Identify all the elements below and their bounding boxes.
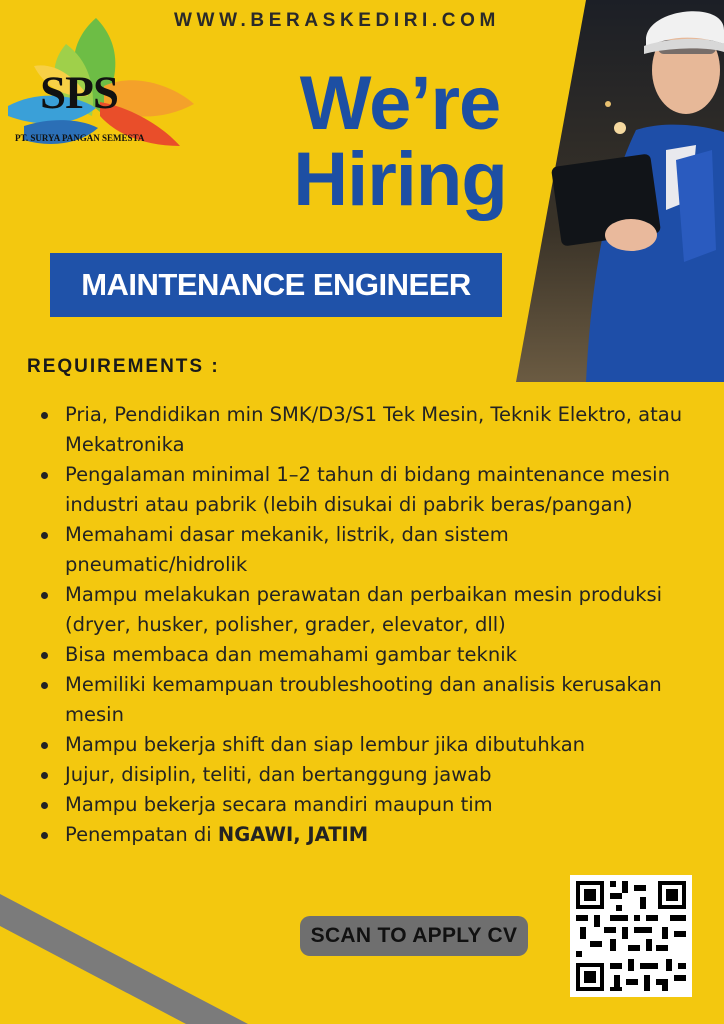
list-item: Mampu melakukan perawatan dan perbaikan mesin produksi (dryer, husker, polisher, grader, elevator, dll) bbox=[40, 580, 690, 640]
list-item: Mampu bekerja shift dan siap lembur jika dibutuhkan bbox=[40, 730, 690, 760]
list-item: Mampu bekerja secara mandiri maupun tim bbox=[40, 790, 690, 820]
headline-line-1: We’re bbox=[299, 61, 501, 146]
apply-label: SCAN TO APPLY CV bbox=[310, 924, 518, 947]
scan-to-apply-button[interactable] bbox=[300, 916, 528, 956]
hiring-headline bbox=[275, 61, 525, 222]
list-item: Jujur, disiplin, teliti, dan bertanggung jawab bbox=[40, 760, 690, 790]
position-title: MAINTENANCE ENGINEER bbox=[81, 267, 471, 302]
logo-company-name: PT. SURYA PANGAN SEMESTA bbox=[15, 133, 145, 143]
placement-prefix: Penempatan di bbox=[65, 823, 212, 846]
requirements-heading: REQUIREMENTS : bbox=[27, 356, 220, 377]
list-item: Pengalaman minimal 1–2 tahun di bidang maintenance mesin industri atau pabrik (lebih disukai di pabrik beras/pangan) bbox=[40, 460, 690, 520]
logo-mark-text: SPS bbox=[40, 67, 118, 119]
position-title-banner bbox=[50, 253, 502, 317]
requirements-list bbox=[40, 400, 690, 850]
list-item: Memiliki kemampuan troubleshooting dan analisis kerusakan mesin bbox=[40, 670, 690, 730]
placement-location: NGAWI, JATIM bbox=[217, 823, 369, 846]
list-item: Pria, Pendidikan min SMK/D3/S1 Tek Mesin, Teknik Elektro, atau Mekatronika bbox=[40, 400, 690, 460]
list-item: Bisa membaca dan memahami gambar teknik bbox=[40, 640, 690, 670]
list-item-placement bbox=[40, 820, 690, 850]
engineer-photo bbox=[516, 0, 724, 382]
headline-line-2: Hiring bbox=[293, 137, 507, 222]
qr-code-icon[interactable] bbox=[570, 875, 692, 997]
list-item: Memahami dasar mekanik, listrik, dan sistem pneumatic/hidrolik bbox=[40, 520, 690, 580]
decorative-stripe bbox=[0, 880, 260, 1024]
website-url: WWW.BERASKEDIRI.COM bbox=[174, 10, 500, 31]
